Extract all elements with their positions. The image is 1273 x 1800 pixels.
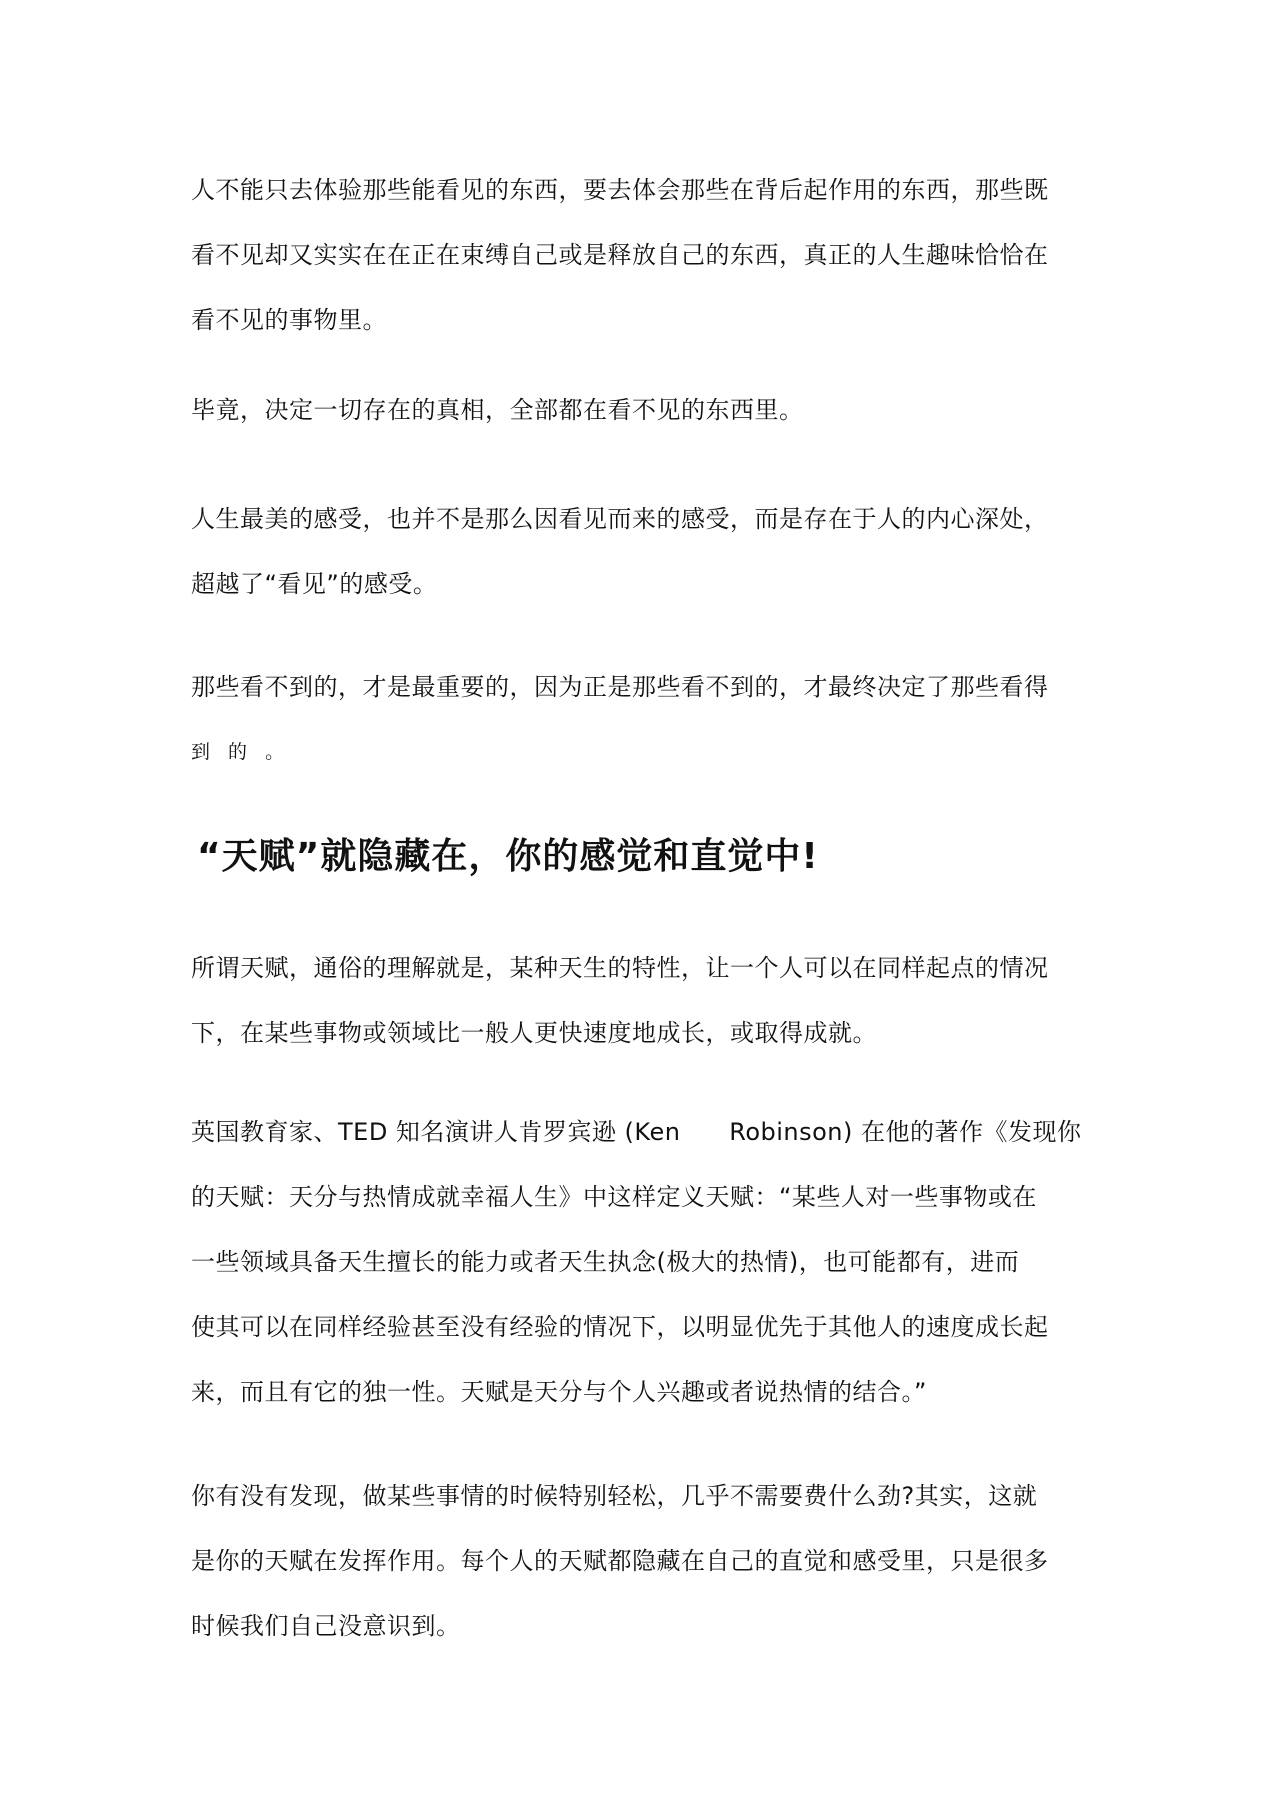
paragraph-7 bbox=[191, 1464, 1091, 1659]
paragraph-line: 你有没有发现，做某些事情的时候特别轻松，几乎不需要费什么劲?其实，这就 bbox=[191, 1482, 1038, 1510]
paragraph-5 bbox=[191, 936, 1091, 1066]
paragraph-line: 来，而且有它的独一性。天赋是天分与个人兴趣或者说热情的结合。” bbox=[191, 1378, 927, 1406]
paragraph-line: 一些领域具备天生擅长的能力或者天生执念(极大的热情)，也可能都有，进而 bbox=[191, 1248, 1020, 1276]
paragraph-line: 的天赋：天分与热情成就幸福人生》中这样定义天赋：“某些人对一些事物或在 bbox=[191, 1183, 1037, 1211]
paragraph-line: 是你的天赋在发挥作用。每个人的天赋都隐藏在自己的直觉和感受里，只是很多 bbox=[191, 1547, 1049, 1575]
paragraph-line: 看不见的事物里。 bbox=[191, 306, 387, 334]
section-heading: “天赋”就隐藏在，你的感觉和直觉中! bbox=[197, 836, 819, 877]
paragraph-line: 人生最美的感受，也并不是那么因看见而来的感受，而是存在于人的内心深处， bbox=[191, 505, 1049, 533]
paragraph-line: 人不能只去体验那些能看见的东西，要去体会那些在背后起作用的东西，那些既 bbox=[191, 176, 1049, 204]
paragraph-line: 下，在某些事物或领域比一般人更快速度地成长，或取得成就。 bbox=[191, 1019, 877, 1047]
paragraph-line: 所谓天赋，通俗的理解就是，某种天生的特性，让一个人可以在同样起点的情况 bbox=[191, 954, 1049, 982]
paragraph-line: 看不见却又实实在在正在束缚自己或是释放自己的东西，真正的人生趣味恰恰在 bbox=[191, 241, 1049, 269]
paragraph-6 bbox=[191, 1100, 1091, 1425]
paragraph-line: 英国教育家、TED 知名演讲人肯罗宾逊 (Ken Robinson) 在他的著作《发现你 bbox=[191, 1118, 1082, 1146]
paragraph-line: 使其可以在同样经验甚至没有经验的情况下，以明显优先于其他人的速度成长起 bbox=[191, 1313, 1049, 1341]
paragraph-2 bbox=[191, 378, 1091, 443]
paragraph-line: 那些看不到的，才是最重要的，因为正是那些看不到的，才最终决定了那些看得 bbox=[191, 673, 1049, 701]
paragraph-line: 时候我们自己没意识到。 bbox=[191, 1612, 461, 1640]
paragraph-3 bbox=[191, 487, 1091, 617]
paragraph-line: 到 的 。 bbox=[191, 741, 291, 763]
paragraph-line: 超越了“看见”的感受。 bbox=[191, 570, 438, 598]
paragraph-1 bbox=[191, 158, 1091, 353]
paragraph-line: 毕竟，决定一切存在的真相，全部都在看不见的东西里。 bbox=[191, 396, 804, 424]
paragraph-4 bbox=[191, 655, 1091, 785]
